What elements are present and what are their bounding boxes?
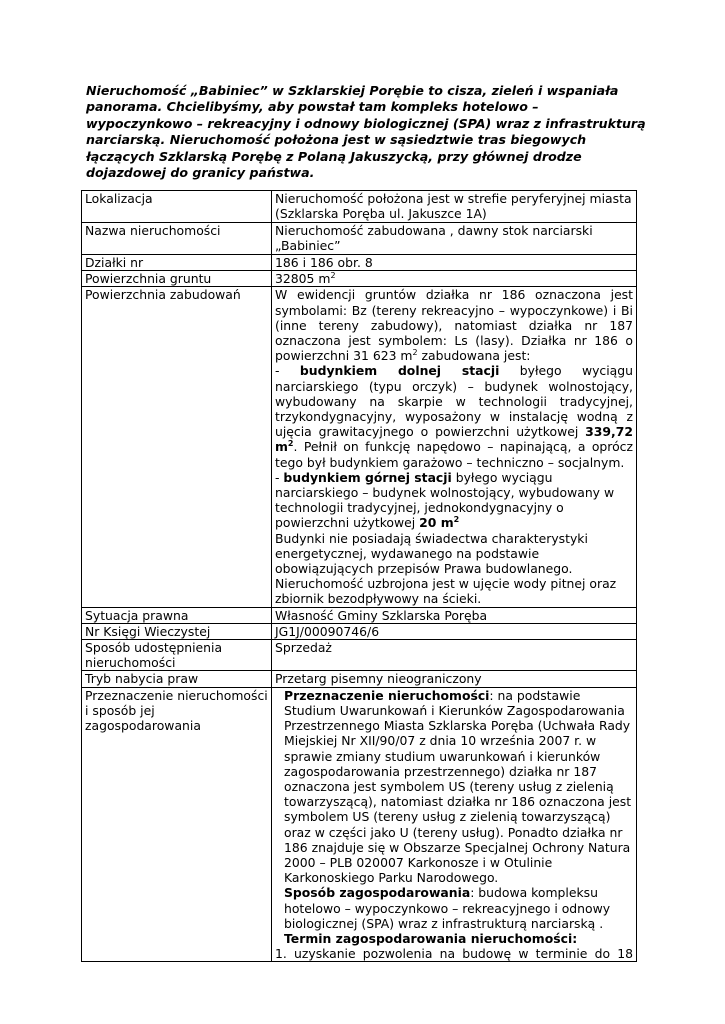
row-value-pow-zabud	[272, 287, 637, 607]
buildings-intro	[275, 287, 633, 363]
row-label-lokalizacja: Lokalizacja	[82, 191, 272, 223]
upper-station-paragraph	[275, 470, 633, 531]
deadline-heading-line	[275, 931, 633, 946]
row-value-sposob-udost: Sprzedaż	[272, 640, 637, 671]
row-label-sposob-udost: Sposób udostępnienia nieruchomości	[82, 640, 272, 671]
table-row	[82, 687, 637, 962]
table-row	[82, 607, 637, 623]
development-heading: Sposób zagospodarowania	[284, 885, 471, 901]
row-value-ksiega: JG1J/00090746/6	[272, 623, 637, 639]
development-text: : budowa kompleksu hotelowo – wypoczynkowo – rekreacyjnego i odnowy biologicznej (SPA) wraz z infrastrukturą narciarską .	[284, 885, 611, 931]
table-row	[82, 223, 637, 255]
lower-station-paragraph	[275, 363, 633, 469]
buildings-intro-end: zabudowana jest:	[417, 348, 531, 364]
row-label-dzialki: Działki nr	[82, 255, 272, 271]
row-value-pow-gruntu	[272, 271, 637, 287]
row-label-sytuacja: Sytuacja prawna	[82, 607, 272, 623]
table-row	[82, 623, 637, 639]
row-label-tryb: Tryb nabycia praw	[82, 671, 272, 687]
dash: -	[275, 469, 284, 485]
lower-station-text-end: . Pełnił on funkcję napędowo – napinającą, a oprócz tego był budynkiem garażowo – techniczno – socjalnym.	[275, 439, 633, 470]
row-value-przeznaczenie	[272, 687, 637, 962]
buildings-intro-text: W ewidencji gruntów działka nr 186 oznaczona jest symbolami: Bz (tereny rekreacyjno – wypoczynkowe) i Bi (inne tereny zabudowy), natomiast działka nr 187 oznaczona jest symbolem: Ls (lasy). Działka nr 186 o powierzchni 31 623 m	[275, 287, 633, 364]
upper-station-area-value: 20 m	[419, 515, 454, 531]
area-unit-sup: 2	[330, 271, 336, 281]
upper-station-title: budynkiem górnej stacji	[283, 469, 452, 485]
lower-station-area-value: 339,72 m	[275, 424, 633, 455]
purpose-text: : na podstawie Studium Uwarunkowań i Kierunków Zagospodarowania Przestrzennego Miasta Szklarska Poręba (Uchwała Rady Miejskiej Nr XII/90/07 z dnia 10 września 2007 r. w sprawie zmiany studium uwarunkowań i kierunków zagospodarowania przestrzennego) działka nr 187 oznaczona jest symbolem US (tereny usług z zielenią towarzyszącą), natomiast działka nr 186 oznaczona jest symbolem US (tereny usług z zielenią towarzyszącą) oraz w części jako U (tereny usług). Ponadto działka nr 186 znajduje się w Obszarze Specjalnej Ochrony Natura 2000 – PLB 020007 Karkonosze i w Otulinie Karkonoskiego Parku Narodowego.	[284, 687, 632, 886]
row-value-tryb: Przetarg pisemny nieograniczony	[272, 671, 637, 687]
development-paragraph	[275, 885, 633, 931]
purpose-heading: Przeznaczenie nieruchomości	[284, 687, 490, 703]
energy-certificate-note: Budynki nie posiadają świadectwa charakterystyki energetycznej, wydawanego na podstawie obowiązujących przepisów Prawa budowlanego.	[275, 530, 588, 577]
row-value-nazwa: Nieruchomość zabudowana , dawny stok narciarski „Babiniec”	[272, 223, 637, 255]
row-label-pow-gruntu: Powierzchnia gruntu	[82, 271, 272, 287]
area-value: 32805 m	[275, 271, 331, 287]
intro-paragraph: Nieruchomość „Babiniec” w Szklarskiej Porębie to cisza, zieleń i wspaniała panorama. Chcielibyśmy, aby powstał tam kompleks hotelowo – wypoczynkowo – rekreacyjny i odnowy biologicznej (SPA) wraz z infrastrukturą narciarską. Nieruchomość położona jest w sąsiedztwie tras biegowych łączących Szklarską Porębę z Polaną Jakuszycką, przy głównej drodze dojazdowej do granicy państwa.	[86, 83, 646, 181]
lower-station-text: byłego wyciągu narciarskiego (typu orczyk) – budynek wolnostojący, wybudowany na skarpie w technologii tradycyjnej, trzykondygnacyjny, wyposażony w instalację wodną z ujęcia grawitacyjnego o powierzchni użytkowej	[275, 363, 633, 440]
sup-2: 2	[412, 348, 418, 358]
row-value-lokalizacja: Nieruchomość położona jest w strefie peryferyjnej miasta (Szklarska Poręba ul. Jakuszce 1A)	[272, 191, 637, 223]
upper-station-area	[419, 515, 459, 530]
lower-station-title: budynkiem dolnej stacji	[299, 363, 500, 379]
row-value-sytuacja: Własność Gminy Szklarska Poręba	[272, 607, 637, 623]
table-row	[82, 271, 637, 287]
row-label-przeznaczenie: Przeznaczenie nieruchomości i sposób jej zagospodarowania	[82, 687, 272, 962]
table-row	[82, 255, 637, 271]
dash: -	[275, 363, 300, 379]
deadline-heading: Termin zagospodarowania nieruchomości:	[284, 930, 578, 946]
row-label-ksiega: Nr Księgi Wieczystej	[82, 623, 272, 639]
table-row	[82, 640, 637, 671]
table-row	[82, 671, 637, 687]
row-label-pow-zabud: Powierzchnia zabudowań	[82, 287, 272, 607]
upper-station-text: byłego wyciągu narciarskiego – budynek wolnostojący, wybudowany w technologii tradycyjnej, jednokondygnacyjny o powierzchni użytkowej	[275, 469, 615, 531]
sup-2: 2	[287, 439, 294, 449]
sup-2: 2	[453, 515, 460, 525]
purpose-paragraph	[275, 688, 633, 886]
row-value-dzialki: 186 i 186 obr. 8	[272, 255, 637, 271]
utilities-note: Nieruchomość uzbrojona jest w ujęcie wody pitnej oraz zbiornik bezodpływowy na ścieki.	[275, 576, 617, 607]
row-label-nazwa: Nazwa nieruchomości	[82, 223, 272, 255]
deadline-item-1: 1. uzyskanie pozwolenia na budowę w terminie do 18	[275, 946, 633, 962]
table-row	[82, 191, 637, 223]
property-table	[81, 190, 637, 962]
table-row	[82, 287, 637, 607]
